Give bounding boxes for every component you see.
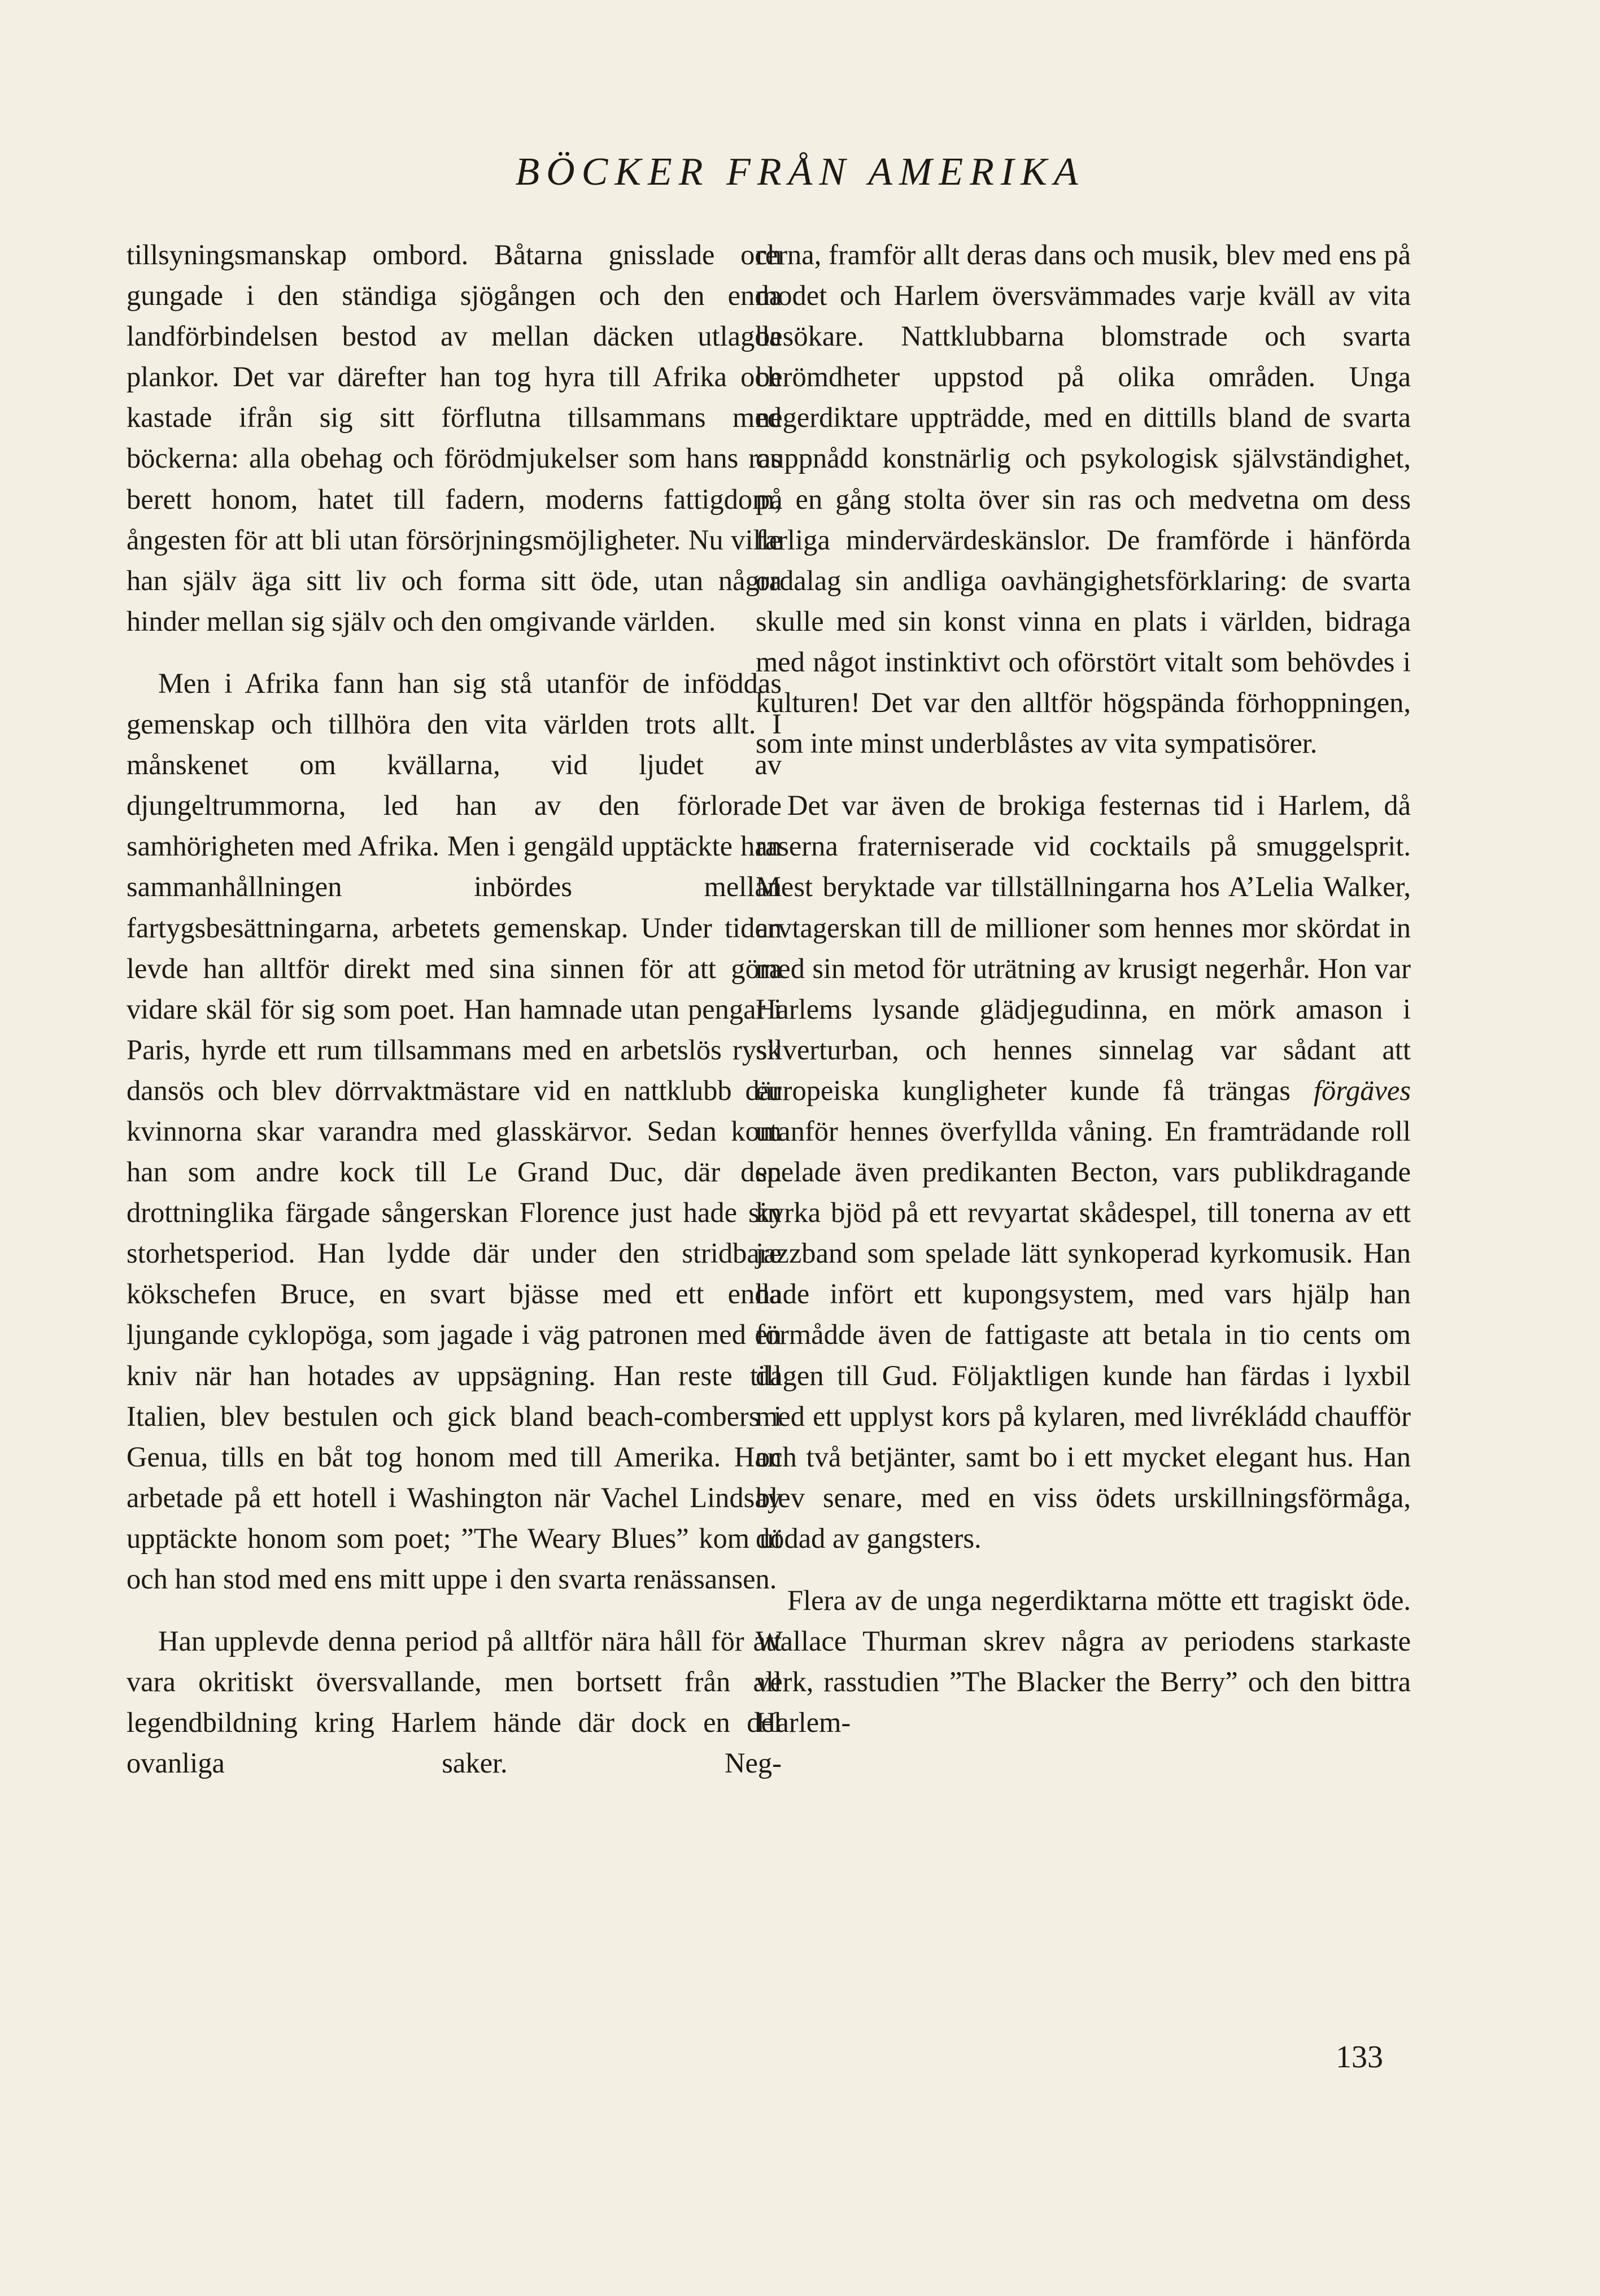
emphasized-word: förgäves (1313, 1074, 1411, 1106)
paragraph: rerna, framför allt deras dans och musik, blev med ens på modet och Harlem översvämmades varje kväll av vita besökare. Nattklubbarna blomstrade och svarta berömdheter uppstod på olika områden. Unga negerdiktare uppträdde, med en dittills bland de svarta ouppnådd konstnärlig och psykologisk självständighet, på en gång stolta över sin ras och medvetna om dess farliga mindervärdeskänslor. De framförde i hänförda ordalag sin andliga oavhängighetsförklaring: de svarta skulle med sin konst vinna en plats i världen, bidraga med något instinktivt och oförstört vitalt som behövdes i kulturen! Det var den alltför högspända förhoppningen, som inte minst underblåstes av vita sympatisörer. (756, 239, 1411, 759)
right-column (756, 234, 1411, 1743)
paragraph: Men i Afrika fann han sig stå utanför de inföddas gemenskap och tillhöra den vita världen trots allt. I månskenet om kvällarna, vid ljudet av djungeltrummorna, led han av den förlorade samhörigheten med Afrika. Men i gengäld upptäckte han sammanhållningen inbördes mellan fartygsbesättningarna, arbetets gemenskap. Under tiden levde han alltför direkt med sina sinnen för att göra vidare skäl för sig som poet. Han hamnade utan pengar i Paris, hyrde ett rum tillsammans med en arbetslös rysk dansös och blev dörrvaktmästare vid en nattklubb där kvinnorna skar varandra med glasskärvor. Sedan kom han som andre kock till Le Grand Duc, där den drottninglika färgade sångerskan Florence just hade sin storhetsperiod. Han lydde där under den stridbare kökschefen Bruce, en svart bjässe med ett enda ljungande cyklopöga, som jagade i väg patronen med en kniv när han hotades av uppsägning. Han reste till Italien, blev bestulen och gick bland beach-combers i Genua, tills en båt tog honom med till Amerika. Han arbetade på ett hotell i Washington när Vachel Lindsay upptäckte honom som poet; ”The Weary Blues” kom ut och han stod med ens mitt uppe i den svarta renässansen. (127, 667, 782, 1595)
left-column (127, 234, 782, 1783)
paragraph-text: Det var även de brokiga festernas tid i Harlem, då raserna fraterniserade vid cocktails på smuggelsprit. Mest beryktade var tillställningarna hos A’Lelia Walker, arvtagerskan till de millioner som hennes mor skördat in med sin metod för uträtning av krusigt negerhår. Hon var Harlems lysande glädjegudinna, en mörk amason i silverturban, och hennes sinnelag var sådant att europeiska kungligheter kunde få trängas (756, 789, 1411, 1106)
paragraph: Han upplevde denna period på alltför nära håll för att vara okritiskt översvallande, men bortsett från all legendbildning kring Harlem hände där dock en del ovanliga saker. Neg- (127, 1625, 782, 1779)
paragraph: Flera av de unga negerdiktarna mötte ett tragiskt öde. Wallace Thurman skrev några av periodens starkaste verk, rasstudien ”The Blacker the Berry” och den bittra Harlem- (756, 1584, 1411, 1739)
paragraph: tillsyningsmanskap ombord. Båtarna gnisslade och gungade i den ständiga sjögången och den enda landförbindelsen bestod av mellan däcken utlagda plankor. Det var därefter han tog hyra till Afrika och kastade ifrån sig sitt förflutna tillsammans med böckerna: alla obehag och förödmjukelser som hans ras berett honom, hatet till fadern, moderns fattigdom, ångesten för att bli utan försörjningsmöjligheter. Nu ville han själv äga sitt liv och forma sitt öde, utan några hinder mellan sig själv och den omgivande världen. (127, 239, 782, 637)
running-head: BÖCKER FRÅN AMERIKA (515, 150, 1085, 194)
paragraph-text: utanför hennes överfyllda våning. En framträdande roll spelade även predikanten Becton, vars publikdragande kyrka bjöd på ett revyartat skådespel, till tonerna av ett jazzband som spelade lätt synkoperad kyrkomusik. Han hade infört ett kupongsystem, med vars hjälp han förmådde även de fattigaste att betala in tio cents om dagen till Gud. Följaktligen kunde han färdas i lyxbil med ett upplyst kors på kylaren, med livrékládd chaufför och två betjänter, samt bo i ett mycket elegant hus. Han blev senare, med en viss ödets urskillningsförmåga, dödad av gangsters. (756, 1115, 1411, 1554)
page-number: 133 (1336, 2040, 1383, 2075)
paragraph (756, 785, 1411, 1559)
